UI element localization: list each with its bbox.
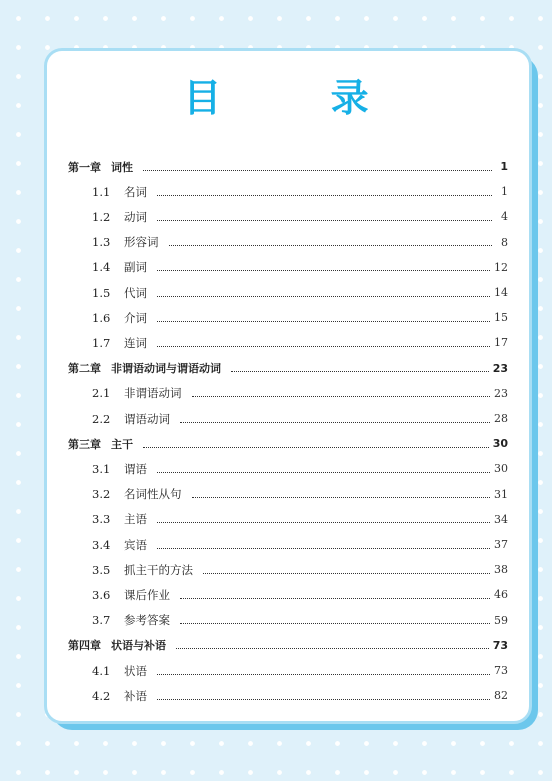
dot-leader bbox=[157, 295, 490, 297]
toc-label: 状语 bbox=[124, 663, 147, 678]
toc-label: 副词 bbox=[124, 260, 147, 275]
toc-section-row[interactable] bbox=[92, 557, 508, 582]
toc-section-row[interactable] bbox=[92, 230, 508, 255]
toc-page-number: 28 bbox=[494, 412, 508, 425]
toc-label: 代词 bbox=[124, 285, 147, 300]
toc-section-row[interactable] bbox=[92, 305, 508, 330]
toc-page-number: 15 bbox=[494, 311, 508, 325]
toc-chapter-row[interactable] bbox=[68, 431, 508, 456]
toc-page-number: 37 bbox=[494, 538, 508, 551]
toc-section-row[interactable] bbox=[92, 658, 508, 683]
toc-page-number: 82 bbox=[494, 689, 508, 703]
dot-leader bbox=[192, 395, 491, 397]
toc-section-row[interactable] bbox=[92, 507, 508, 532]
toc-number: 第一章 bbox=[68, 160, 101, 174]
toc-chapter-row[interactable] bbox=[68, 356, 508, 381]
toc-label: 补语 bbox=[124, 688, 147, 703]
toc-label: 名词性从句 bbox=[124, 487, 182, 502]
dot-leader bbox=[157, 521, 490, 523]
toc-page-number: 23 bbox=[494, 386, 508, 400]
toc-number: 1.4 bbox=[92, 260, 111, 275]
toc-number: 1.2 bbox=[92, 209, 111, 224]
toc-section-row[interactable] bbox=[92, 204, 508, 229]
toc-number: 4.2 bbox=[92, 688, 111, 703]
toc-section-row[interactable] bbox=[92, 406, 508, 431]
toc-page-number: 38 bbox=[494, 563, 508, 577]
toc-label: 词性 bbox=[111, 160, 133, 174]
toc-label: 非谓语动词与谓语动词 bbox=[111, 362, 221, 376]
dot-leader bbox=[157, 547, 490, 549]
toc-section-row[interactable] bbox=[92, 608, 508, 633]
toc-section-row[interactable] bbox=[92, 255, 508, 280]
toc-page-number: 23 bbox=[492, 361, 508, 375]
toc-label: 动词 bbox=[124, 209, 147, 224]
dot-leader bbox=[157, 194, 492, 196]
toc-number: 2.2 bbox=[92, 411, 111, 426]
toc-number: 第三章 bbox=[68, 437, 101, 451]
toc-number: 第二章 bbox=[68, 362, 101, 376]
toc-page-number: 17 bbox=[494, 336, 508, 350]
dot-leader bbox=[157, 269, 490, 271]
toc-label: 主干 bbox=[111, 437, 133, 451]
dot-leader bbox=[157, 219, 492, 221]
toc-page-number: 31 bbox=[494, 487, 508, 501]
dot-leader bbox=[231, 370, 489, 372]
toc-label: 介词 bbox=[124, 310, 147, 325]
toc-page-number: 46 bbox=[494, 588, 508, 602]
toc-page-number: 4 bbox=[501, 210, 508, 224]
toc-number: 3.2 bbox=[92, 487, 111, 502]
toc-label: 状语与补语 bbox=[111, 639, 166, 653]
dot-leader bbox=[176, 647, 489, 649]
toc-number: 1.7 bbox=[92, 335, 111, 350]
dot-leader bbox=[157, 471, 490, 473]
toc-section-row[interactable] bbox=[92, 582, 508, 607]
toc-number: 3.1 bbox=[92, 461, 111, 476]
toc-chapter-row[interactable] bbox=[68, 633, 508, 658]
toc-number: 4.1 bbox=[92, 663, 111, 678]
toc-page-number: 8 bbox=[501, 235, 508, 249]
toc-page-number: 30 bbox=[492, 437, 508, 451]
dot-leader bbox=[157, 698, 490, 700]
dot-leader bbox=[169, 244, 493, 246]
toc-page-number: 30 bbox=[494, 462, 508, 476]
toc-section-row[interactable] bbox=[92, 381, 508, 406]
toc-page-number: 73 bbox=[494, 664, 508, 677]
toc-label: 连词 bbox=[124, 335, 147, 350]
toc-label: 宾语 bbox=[124, 537, 147, 552]
toc-label: 名词 bbox=[124, 184, 147, 199]
toc-label: 抓主干的方法 bbox=[124, 562, 193, 577]
toc-number: 2.1 bbox=[92, 386, 111, 401]
page-title: 目 录 bbox=[183, 76, 417, 120]
toc-label: 参考答案 bbox=[124, 613, 170, 628]
toc-label: 谓语动词 bbox=[124, 411, 170, 426]
toc-number: 3.5 bbox=[92, 562, 111, 577]
toc-section-row[interactable] bbox=[92, 683, 508, 708]
toc-section-row[interactable] bbox=[92, 456, 508, 481]
toc-label: 非谓语动词 bbox=[124, 386, 182, 401]
toc-section-row[interactable] bbox=[92, 179, 508, 204]
dot-leader bbox=[203, 572, 490, 574]
toc-page-number: 34 bbox=[494, 512, 508, 526]
dot-leader bbox=[180, 421, 490, 423]
toc-number: 3.3 bbox=[92, 512, 111, 527]
toc-label: 课后作业 bbox=[124, 587, 170, 602]
toc-chapter-row[interactable] bbox=[68, 154, 508, 179]
toc-number: 3.6 bbox=[92, 587, 111, 602]
dot-leader bbox=[143, 446, 489, 448]
toc-page-number: 59 bbox=[494, 613, 508, 627]
toc-label: 谓语 bbox=[124, 461, 147, 476]
toc-page-number: 73 bbox=[492, 638, 508, 652]
toc-label: 主语 bbox=[124, 512, 147, 527]
dot-leader bbox=[157, 673, 490, 675]
toc-number: 1.6 bbox=[92, 310, 111, 325]
toc-number: 1.1 bbox=[92, 184, 111, 199]
toc-page-number: 14 bbox=[494, 286, 508, 299]
dot-leader bbox=[157, 345, 490, 347]
dot-leader bbox=[143, 169, 492, 171]
toc-section-row[interactable] bbox=[92, 482, 508, 507]
dot-leader bbox=[180, 597, 490, 599]
dot-leader bbox=[192, 496, 491, 498]
toc-section-row[interactable] bbox=[92, 280, 508, 305]
toc-number: 3.7 bbox=[92, 613, 111, 628]
toc-page-number: 1 bbox=[501, 185, 508, 199]
toc-number: 1.5 bbox=[92, 285, 111, 300]
toc-number: 第四章 bbox=[68, 639, 101, 653]
toc-page-number: 12 bbox=[494, 260, 508, 274]
toc-label: 形容词 bbox=[124, 235, 159, 250]
toc-section-row[interactable] bbox=[92, 330, 508, 355]
dot-leader bbox=[157, 320, 490, 322]
toc-page-number: 1 bbox=[500, 160, 508, 173]
toc-section-row[interactable] bbox=[92, 532, 508, 557]
dot-leader bbox=[180, 622, 490, 624]
toc-number: 1.3 bbox=[92, 235, 111, 250]
toc-number: 3.4 bbox=[92, 537, 111, 552]
